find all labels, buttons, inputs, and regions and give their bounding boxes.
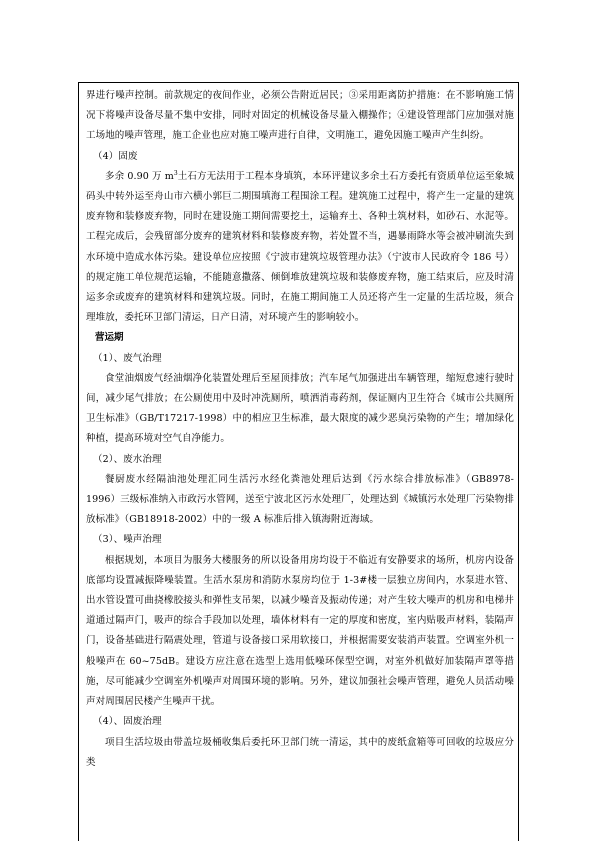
waste-gas-heading: （1）、废气治理 [93, 352, 162, 364]
cubic-superscript: 3 [173, 169, 178, 177]
solid-waste-construction-body: 土石方无法用于工程本身填筑，本环评建议多余土石方委托有资质单位运至象城码头中转外运至舟山市六横小郭巨二期围填海工程围涂工程。建筑施工过程中，将产生一定量的建筑废弃物和装修废弃物，同时在建设施工期间需要挖土，运输弃土、各种土筑材料，如砂石、水泥等。工程完成后，会残留部分废弃的建筑材料和装修废弃物，若处置不当，遇暴雨降水等会被冲刷流失到水环境中造成水体污染。建设单位应按照《宁波市建筑垃圾管理办法》（宁波市人民政府令 186 号）的规定施工单位规范运输，不能随意撒落、倾倒堆放建筑垃圾和装修废弃物，施工结束后，应及时清运多余或废弃的建筑材料和建筑垃圾。同时，在施工期间施工人员还将产生一定量的生活垃圾，须合理堆放，委托环卫部门清运，日产日清，对环境产生的影响较小。 [86, 170, 514, 324]
solid-waste-construction-text [86, 167, 514, 329]
waste-water-heading: （2）、废水治理 [93, 453, 162, 465]
noise-heading: （3）、噪声治理 [93, 534, 162, 546]
waste-water-text: 餐厨废水经隔油池处理汇同生活污水经化粪池处理后达到《污水综合排放标准》（GB8978-1996）三级标准纳入市政污水管网，送至宁波北区污水处理厂，处理达到《城镇污水处理厂污染物排放标准》（GB18918-2002）中的一级 A 标准后排入镇海附近海域。 [86, 473, 514, 526]
noise-control-continuation: 界进行噪声控制。前款规定的夜间作业，必须公告附近居民；③采用距离防护措施：在不影响施工情况下将噪声设备尽量不集中安排，同时对固定的机械设备尽量入棚操作；④建设管理部门应加强对施工场地的噪声管理，施工企业也应对施工噪声进行自律，文明施工，避免因施工噪声产生纠纷。 [86, 90, 514, 142]
noise-text: 根据规划，本项目为服务大楼服务的所以设备用房均设于不临近有安静要求的场所，机房内设备底部均设置减振降噪装置。生活水泵房和消防水泵房均位于 1-3#楼一层独立房间内，水泵进水管、出水管设置可曲挠橡胶接头和弹性支吊架，以减少噪音及振动传递；对产生较大噪声的机房和电梯井道通过隔声门，吸声的综合手段加以处理，墙体材料有一定的厚度和密度，室内贴吸声材料，装隔声门，设备基础进行隔震处理，管道与设备接口采用软接口，并根据需要安装消声装置。空调室外机一般噪声在 60~75dB。建设方应注意在选型上选用低噪环保型空调，对室外机做好加装隔声罩等措施，尽可能减少空调室外机噪声对周围环境的影响。另外，建议加强社会噪声管理，避免人员活动噪声对周围居民楼产生噪声干扰。 [86, 554, 514, 708]
solid-waste-operation-heading: （4）、固废治理 [93, 716, 162, 728]
earthwork-volume-text: 多余 0.90 万 m [105, 170, 174, 182]
solid-waste-construction-heading: （4）固废 [93, 150, 138, 162]
operation-period-title: 营运期 [95, 332, 124, 344]
document-body [86, 86, 514, 773]
waste-gas-text: 食堂油烟废气经油烟净化装置处理后至屋顶排放；汽车尾气加强进出车辆管理，缩短怠速行驶时间，减少尾气排放；在公厕使用中及时冲洗厕所，喷洒消毒药剂，保证厕内卫生符合《城市公共厕所卫生标准》（GB/T17217-1998）中的相应卫生标准，最大限度的减少恶臭污染物的产生；增加绿化种植，提高环境对空气自净能力。 [86, 372, 514, 445]
solid-waste-operation-text: 项目生活垃圾由带盖垃圾桶收集后委托环卫部门统一清运，其中的废纸盒箱等可回收的垃圾应分类 [86, 736, 514, 768]
